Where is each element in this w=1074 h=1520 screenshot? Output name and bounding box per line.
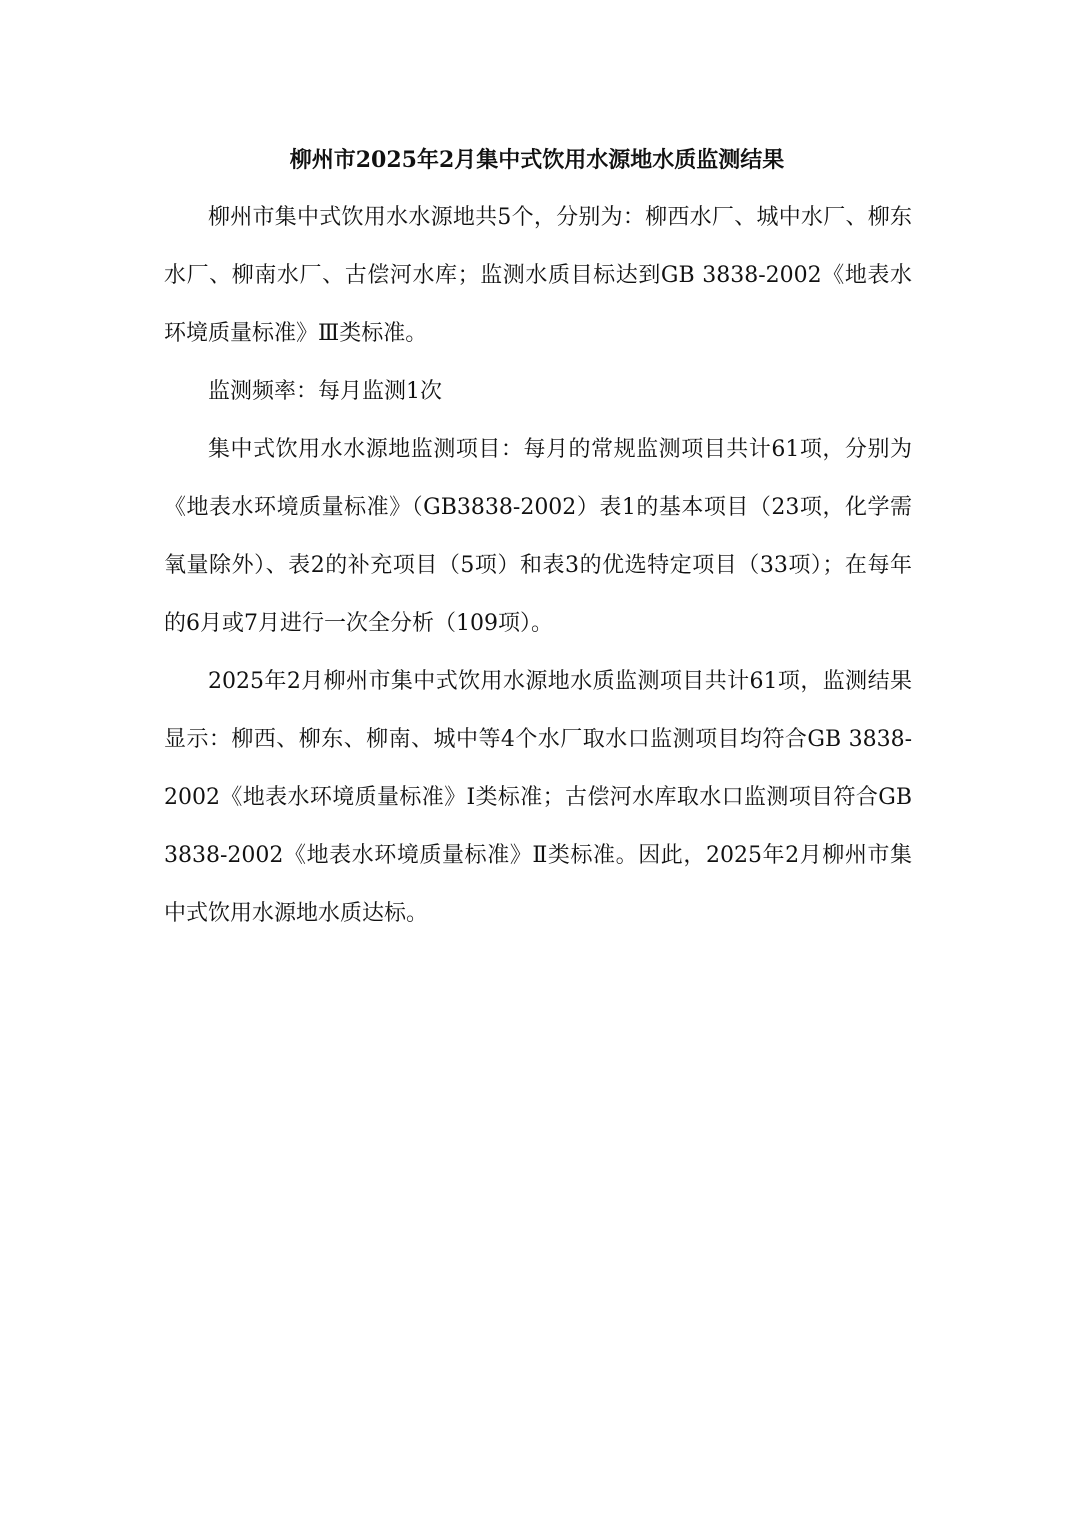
paragraph-monitoring-frequency: 监测频率：每月监测1次 [208,379,442,404]
paragraph-monitoring-results: 2025年2月柳州市集中式饮用水源地水质监测项目共计61项，监测结果显示：柳西、柳东、柳南、城中等4个水厂取水口监测项目均符合GB 3838-2002《地表水环境质量标准》Ⅰ类标准；古偿河水库取水口监测项目符合GB 3838-2002《地表水环境质量标准》Ⅱ类标准。因此，2025年2月柳州市集中式饮用水源地水质达标。 [164,669,912,926]
paragraph-water-sources: 柳州市集中式饮用水水源地共5个，分别为：柳西水厂、城中水厂、柳东水厂、柳南水厂、古偿河水库；监测水质目标达到GB 3838-2002《地表水环境质量标准》Ⅲ类标准。 [164,205,912,346]
document-title: 柳州市2025年2月集中式饮用水源地水质监测结果 [289,147,785,173]
document-body [164,189,912,943]
paragraph-monitoring-items: 集中式饮用水水源地监测项目：每月的常规监测项目共计61项，分别为《地表水环境质量标准》（GB3838-2002）表1的基本项目（23项，化学需氧量除外）、表2的补充项目（5项）和表3的优选特定项目（33项）；在每年的6月或7月进行一次全分析（109项）。 [164,437,912,636]
